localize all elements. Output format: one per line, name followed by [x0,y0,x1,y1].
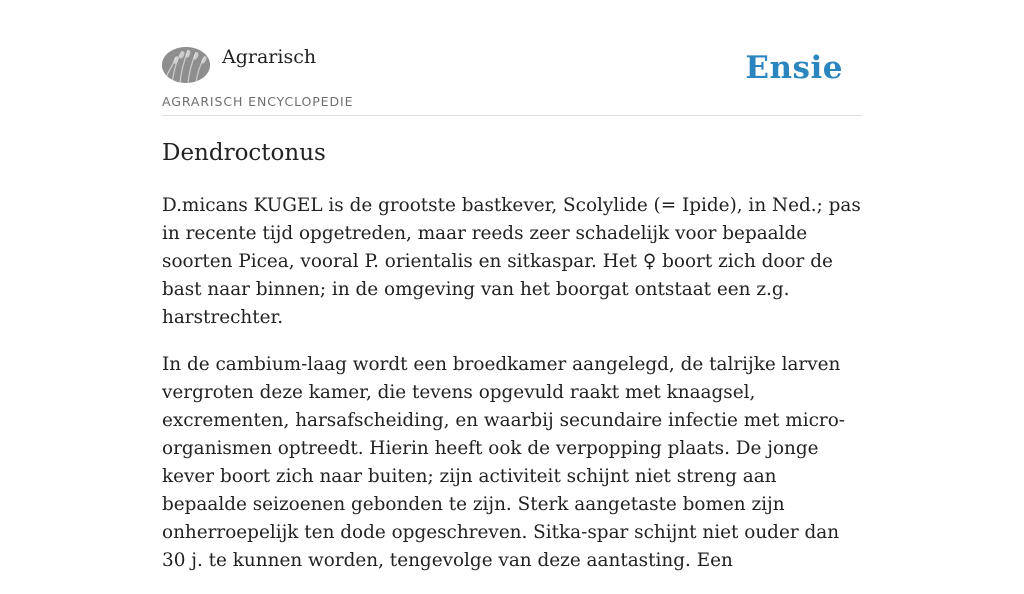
source-name-link[interactable]: Agrarisch [222,46,317,68]
header-divider [162,115,862,116]
article-body [162,192,866,594]
encyclopedia-subtitle: AGRARISCH ENCYCLOPEDIE [162,94,354,109]
article-paragraph: D.micans KUGEL is de grootste bastkever, Scolylide (= Ipide), in Ned.; pas in recente tijd opgetreden, maar reeds zeer schadelijk voor bepaalde soorten Picea, vooral P. orientalis en sitkaspar. Het ♀ boort zich door de bast naar binnen; in de omgeving van het boorgat ontstaat een z.g. harstrechter. [162,195,861,328]
article-paragraph: In de cambium-laag wordt een broedkamer aangelegd, de talrijke larven vergroten deze kamer, die tevens opgevuld raakt met knaagsel, excrementen, harsafscheiding, en waarbij secundaire infectie met micro-organismen optreedt. Hierin heeft ook de verpopping plaats. De jonge kever boort zich naar buiten; zijn activiteit schijnt niet streng aan bepaalde seizoenen gebonden te zijn. Sterk aangetaste bomen zijn onherroepelijk ten dode opgeschreven. Sitka-spar schijnt niet ouder dan 30 j. te kunnen worden, tengevolge van deze aantasting. Een [162,354,845,571]
article-title: Dendroctonus [162,140,326,166]
ensie-logo-link[interactable]: Ensie [745,50,843,86]
wheat-ears-icon[interactable] [162,47,210,83]
site-header [162,40,862,116]
